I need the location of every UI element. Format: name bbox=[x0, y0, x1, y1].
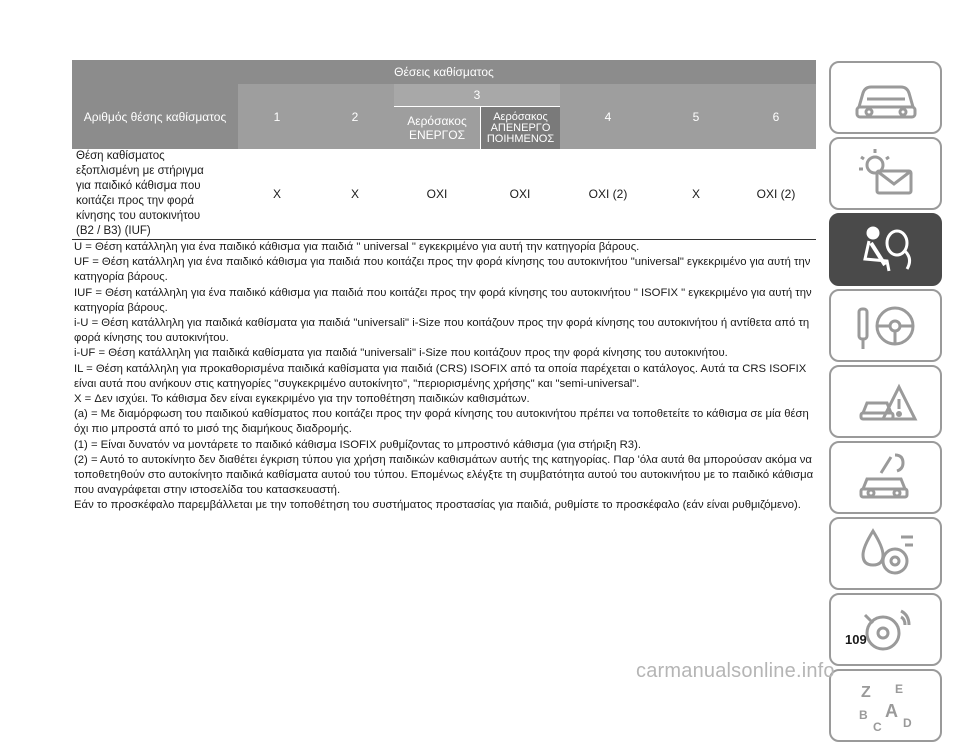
row-label-line: (B2 / B3) (IUF) bbox=[76, 225, 151, 237]
note-u: U = Θέση κατάλληλη για ένα παιδικό κάθισμα για παιδιά " universal " εγκεκριμένο για αυτή την κατηγορία βάρους. bbox=[74, 241, 640, 253]
seat-airbag-icon bbox=[851, 221, 921, 279]
sidebar-item-safety[interactable] bbox=[829, 213, 942, 286]
header-col-6: 6 bbox=[736, 84, 816, 149]
note-i-uf: i-UF = Θέση κατάλληλη για παιδικά καθίσματα για παιδιά "universali" i-Size που κοιτάζουν προς την φορά κίνησης του αυτοκινήτου. bbox=[74, 347, 728, 360]
steering-key-icon bbox=[851, 297, 921, 355]
row-label-line: κοιτάζει προς την φορά bbox=[76, 195, 195, 207]
header-col-4: 4 bbox=[560, 84, 656, 149]
sidebar-item-emergency[interactable] bbox=[829, 365, 942, 438]
note-il: IL = Θέση κατάλληλη για προκαθορισμένα παιδικά καθίσματα για παιδιά (CRS) ISOFIX από τα οποία παρέχεται ο κατάλογος. Αυτά τα CRS ISOFIX είναι αυτά που ανήκουν στις κατηγορίες "συγκεκριμένο αυτοκίνητο", "περιορισμένης χρήσης" και "semi-universal". bbox=[74, 362, 807, 390]
watermark: carmanualsonline.info bbox=[636, 660, 835, 682]
sidebar-item-technical-data[interactable] bbox=[829, 517, 942, 590]
svg-text:B: B bbox=[858, 707, 868, 722]
header-col-3: 3 bbox=[394, 84, 560, 106]
header-col-3-airbag-off: Αερόσακος ΑΠΕΝΕΡΓΟ ΠΟΙΗΜΕΝΟΣ bbox=[480, 106, 560, 149]
row-label-line: Θέση καθίσματος bbox=[76, 150, 165, 162]
table-notes bbox=[74, 240, 814, 514]
alphabetical-index-icon bbox=[851, 677, 921, 735]
row-label bbox=[72, 149, 238, 239]
cell-col-1: X bbox=[272, 187, 281, 201]
table-row bbox=[72, 149, 816, 240]
cell-col-3a: OXI bbox=[426, 187, 448, 201]
seat-positions-table bbox=[72, 60, 816, 240]
row-label-line: για παιδικό κάθισμα που bbox=[76, 180, 201, 192]
sidebar-item-index[interactable] bbox=[829, 669, 942, 742]
cell-col-5: X bbox=[691, 187, 700, 201]
header-col-2: 2 bbox=[316, 84, 394, 149]
svg-text:D: D bbox=[902, 715, 912, 730]
svg-text:E: E bbox=[894, 681, 903, 696]
header-col-1: 1 bbox=[238, 84, 316, 149]
row-label-line: κίνησης του αυτοκινήτου bbox=[76, 210, 201, 222]
cell-col-2: X bbox=[350, 187, 359, 201]
warning-light-message-icon bbox=[851, 145, 921, 203]
note-i-u: i-U = Θέση κατάλληλη για παιδικά καθίσματα για παιδιά "universali" i-Size που κοιτάζουν προς την φορά κίνησης του αυτοκινήτου ή αντίθετα από τη φορά κίνησης του αυτοκινήτου. bbox=[74, 317, 810, 345]
header-seat-number: Αριθμός θέσης καθίσματος bbox=[72, 84, 238, 149]
svg-text:Z: Z bbox=[860, 683, 871, 701]
sidebar-item-dashboard-lights[interactable] bbox=[829, 137, 942, 210]
header-col-5: 5 bbox=[656, 84, 736, 149]
note-a: (a) = Με διαμόρφωση του παιδικού καθίσματος που κοιτάζει προς την φορά κίνησης του αυτοκινήτου πρέπει να τοποθετείτε το κάθισμα σε μία θέση όχι πιο μπροστά από το μισό της διαμήκους διαδρομής. bbox=[74, 408, 809, 436]
svg-text:C: C bbox=[872, 719, 882, 734]
note-2: (2) = Αυτό το αυτοκίνητο δεν διαθέτει έγκριση τύπου για χρήση παιδικών καθισμάτων αυτής της κατηγορίας. Παρ 'όλα αυτά θα μπορούσαν ακόμα να τοποθετηθούν στο αυτοκίνητο παιδικά καθίσματα αυτού του τύπου. Επομένως ελέγξτε τη συμβατότητα αυτού του αυτοκινήτου με το παιδικό κάθισμα που αναγράφεται στην ιστοσελίδα του κατασκευαστή. bbox=[74, 453, 814, 497]
header-col-3-group bbox=[394, 84, 560, 149]
note-iuf: IUF = Θέση κατάλληλη για ένα παιδικό κάθισμα για παιδιά που κοιτάζει προς την φορά κίνησης του αυτοκινήτου " ISOFIX " εγκεκριμένο για αυτή την κατηγορία βάρους. bbox=[74, 286, 812, 314]
maintenance-wrench-icon bbox=[851, 449, 921, 507]
cell-col-4: OXI (2) bbox=[588, 187, 628, 201]
note-headrest: Εάν το προσκέφαλο παρεμβάλλεται με την τοποθέτηση του συστήματος προστασίας για παιδιά, ρυθμίστε το προσκέφαλο (εάν είναι ρυθμιζόμενο). bbox=[74, 499, 801, 512]
multimedia-icon bbox=[851, 601, 921, 659]
header-col-3-airbag-on: Αερόσακος ΕΝΕΡΓΟΣ bbox=[394, 106, 480, 149]
note-uf: UF = Θέση κατάλληλη για ένα παιδικό κάθισμα για παιδιά που κοιτάζει προς την φορά κίνησης του αυτοκινήτου "universal" εγκεκριμένο για αυτή την κατηγορία βάρους. bbox=[74, 256, 811, 284]
page-number: 109 bbox=[845, 632, 867, 647]
note-x: X = Δεν ισχύει. Το κάθισμα δεν είναι εγκεκριμένο για την τοποθέτηση παιδικών καθισμάτων. bbox=[74, 393, 530, 406]
row-label-line: εξοπλισμένη με στήριγμα bbox=[76, 165, 204, 177]
sidebar-item-maintenance[interactable] bbox=[829, 441, 942, 514]
sidebar-item-multimedia[interactable] bbox=[829, 593, 942, 666]
table-title: Θέσεις καθίσματος bbox=[72, 60, 816, 84]
sidebar-item-vehicle[interactable] bbox=[829, 61, 942, 134]
svg-text:A: A bbox=[884, 700, 898, 721]
cell-col-6: OXI (2) bbox=[756, 187, 796, 201]
specs-drop-icon bbox=[851, 525, 921, 583]
emergency-triangle-icon bbox=[851, 373, 921, 431]
sidebar-item-starting-driving[interactable] bbox=[829, 289, 942, 362]
cell-col-3b: OXI bbox=[509, 187, 531, 201]
car-icon bbox=[851, 69, 921, 127]
note-1: (1) = Είναι δυνατόν να μοντάρετε το παιδικό κάθισμα ISOFIX ρυθμίζοντας το μπροστινό κάθισμα (για στήριξη R3). bbox=[74, 438, 641, 451]
table-header-row bbox=[72, 84, 816, 149]
